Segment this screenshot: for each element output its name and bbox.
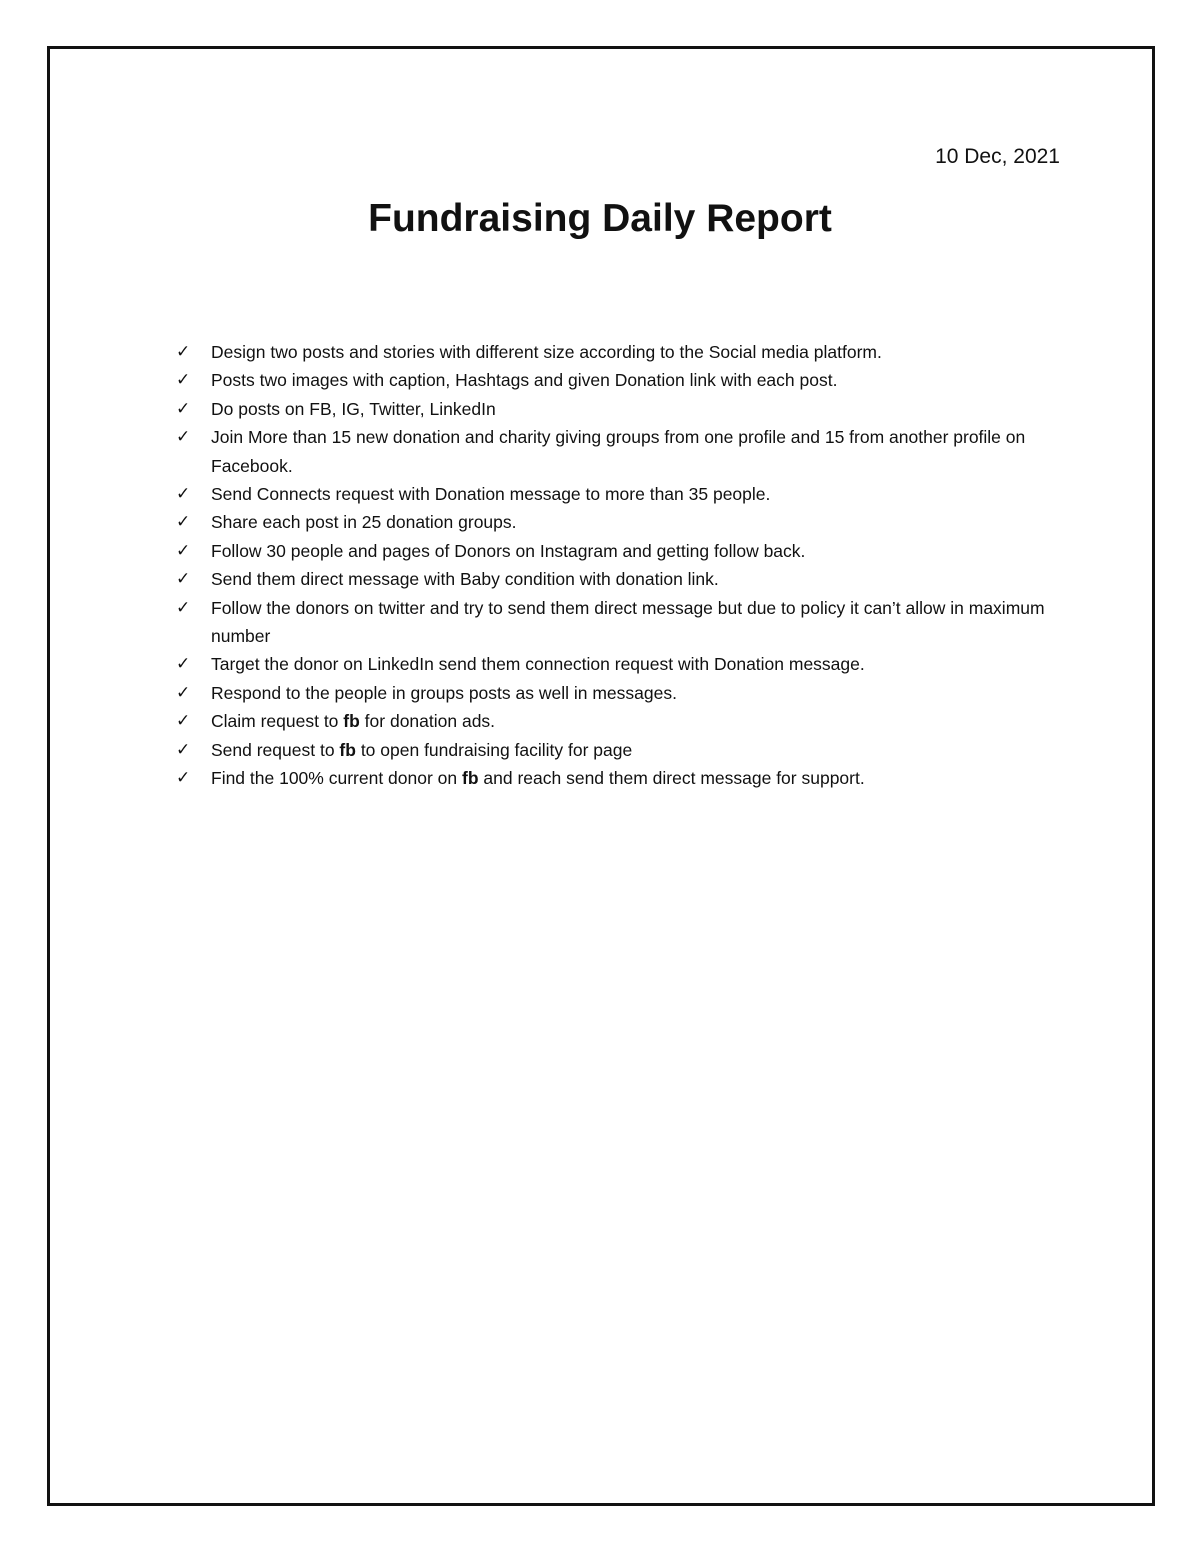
task-text-segment: Share each post in 25 donation groups. xyxy=(211,512,517,533)
task-text xyxy=(211,679,1066,707)
task-text-segment: Design two posts and stories with different size according to the Social media platform. xyxy=(211,342,882,362)
task-item xyxy=(176,480,1066,508)
task-item xyxy=(176,366,1066,394)
task-item xyxy=(176,764,1066,792)
task-text xyxy=(211,594,1066,651)
check-mark-icon: ✓ xyxy=(176,597,191,618)
task-text xyxy=(211,537,1066,565)
task-text-segment: Respond to the people in groups posts as well in messages. xyxy=(211,682,677,703)
task-text-segment: for donation ads. xyxy=(359,711,496,732)
report-title: Fundraising Daily Report xyxy=(368,197,832,240)
task-text xyxy=(211,650,1066,678)
task-text-segment: Send Connects request with Donation message to more than 35 people. xyxy=(211,484,771,505)
task-text-segment: Join More than 15 new donation and charity giving groups from one profile and 15 from another profile on Facebook. xyxy=(211,427,1026,476)
task-text-segment: Send request to xyxy=(211,739,340,760)
check-mark-icon: ✓ xyxy=(176,654,191,675)
task-text-segment: Find the 100% current donor on xyxy=(211,768,462,789)
task-text-segment: Follow 30 people and pages of Donors on Instagram and getting follow back. xyxy=(211,540,806,561)
check-mark-icon: ✓ xyxy=(176,569,191,590)
check-mark-icon: ✓ xyxy=(176,768,191,789)
check-mark-icon: ✓ xyxy=(176,370,191,391)
task-text xyxy=(211,366,1066,394)
task-text-segment: Claim request to xyxy=(211,711,344,732)
task-text-bold: fb xyxy=(462,768,479,789)
task-item xyxy=(176,736,1066,764)
task-item xyxy=(176,707,1066,735)
check-mark-icon: ✓ xyxy=(176,711,191,732)
check-mark-icon: ✓ xyxy=(176,540,191,561)
task-text xyxy=(211,508,1066,536)
task-list xyxy=(176,338,1066,793)
task-text-bold: fb xyxy=(339,739,356,760)
task-text xyxy=(211,395,1066,423)
task-text xyxy=(211,707,1066,735)
task-text xyxy=(211,338,1066,366)
task-text xyxy=(211,423,1066,480)
check-mark-icon: ✓ xyxy=(176,427,191,448)
task-item xyxy=(176,338,1066,366)
task-text-segment: and reach send them direct message for support. xyxy=(478,768,865,789)
task-text-segment: Target the donor on LinkedIn send them connection request with Donation message. xyxy=(211,654,865,675)
check-mark-icon: ✓ xyxy=(176,342,191,362)
check-mark-icon: ✓ xyxy=(176,398,191,419)
task-text-segment: Do posts on FB, IG, Twitter, LinkedIn xyxy=(211,398,496,419)
task-text-segment: Send them direct message with Baby condition with donation link. xyxy=(211,569,719,590)
task-text-segment: Posts two images with caption, Hashtags and given Donation link with each post. xyxy=(211,370,838,391)
task-text xyxy=(211,480,1066,508)
task-item xyxy=(176,594,1066,651)
task-item xyxy=(176,508,1066,536)
check-mark-icon: ✓ xyxy=(176,682,191,703)
task-item xyxy=(176,679,1066,707)
report-date: 10 Dec, 2021 xyxy=(935,145,1060,168)
task-text xyxy=(211,764,1066,792)
task-text-segment: to open fundraising facility for page xyxy=(355,739,633,760)
task-text xyxy=(211,736,1066,764)
task-text-segment: Follow the donors on twitter and try to send them direct message but due to policy it can’t allow in maximum number xyxy=(211,597,1045,647)
check-mark-icon: ✓ xyxy=(176,739,191,760)
task-item xyxy=(176,537,1066,565)
task-item xyxy=(176,395,1066,423)
task-item xyxy=(176,650,1066,678)
task-item xyxy=(176,423,1066,480)
task-text-bold: fb xyxy=(343,711,360,732)
check-mark-icon: ✓ xyxy=(176,512,191,533)
task-text xyxy=(211,565,1066,593)
task-item xyxy=(176,565,1066,593)
check-mark-icon: ✓ xyxy=(176,484,191,505)
